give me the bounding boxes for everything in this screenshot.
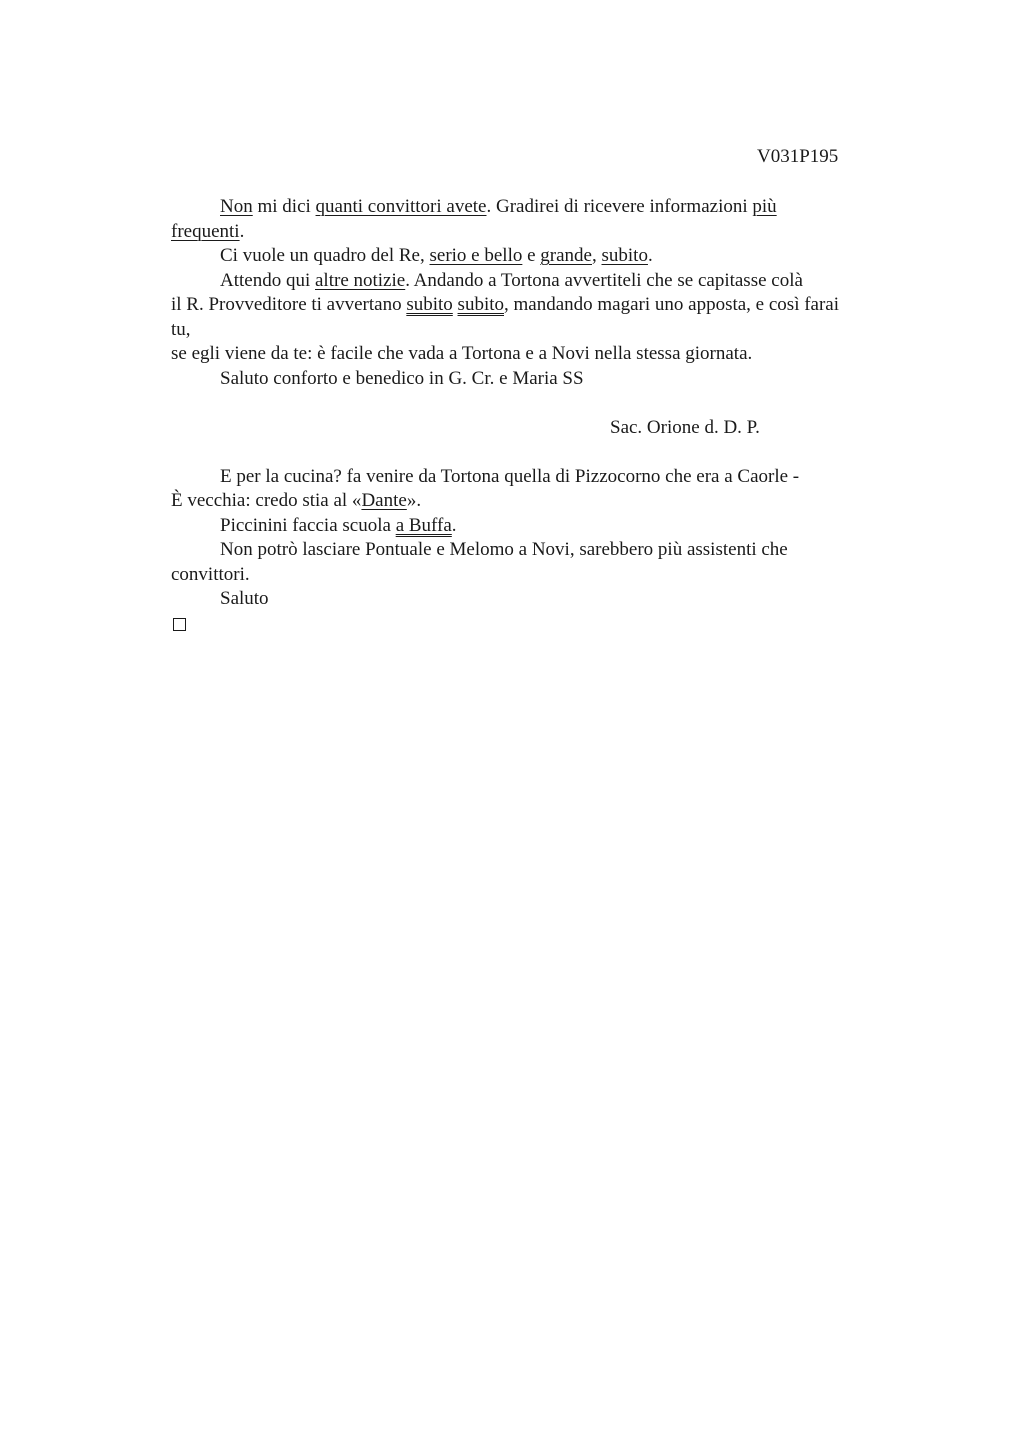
paragraph-line bbox=[171, 293, 906, 318]
text-span: . Andando a Tortona avvertiteli che se capitasse colà bbox=[405, 269, 803, 291]
end-mark-line bbox=[171, 612, 906, 637]
text-span: e bbox=[522, 245, 541, 266]
text-span: Piccinini faccia scuola bbox=[220, 514, 396, 536]
checkbox-square-icon bbox=[173, 618, 186, 631]
underlined-text: Non bbox=[220, 196, 253, 217]
text-span: Attendo qui bbox=[220, 269, 315, 291]
paragraph-line bbox=[171, 465, 906, 490]
paragraph-line bbox=[171, 195, 906, 220]
text-span: , bbox=[592, 245, 602, 266]
text-span: E per la cucina? fa venire da Tortona quella di Pizzocorno che era a Caorle - bbox=[220, 465, 800, 487]
text-span: . bbox=[239, 220, 245, 242]
underlined-text: altre notizie bbox=[315, 269, 406, 291]
text-span: Non potrò lasciare Pontuale e Melomo a Novi, sarebbero più assistenti che bbox=[220, 539, 788, 560]
paragraph-line bbox=[171, 220, 906, 245]
text-span: Ci vuole un quadro del Re, bbox=[220, 245, 430, 266]
signature: Sac. Orione d. D. P. bbox=[610, 416, 760, 438]
text-span: se egli viene da te: è facile che vada a Tortona e a Novi nella stessa giornata. bbox=[171, 343, 753, 364]
paragraph-line bbox=[171, 538, 906, 563]
underlined-text: serio e bello bbox=[429, 245, 523, 266]
text-span: tu, bbox=[171, 318, 191, 340]
double-underlined-text: subito bbox=[406, 294, 453, 315]
underlined-text: frequenti bbox=[171, 220, 240, 242]
paragraph-line bbox=[171, 342, 906, 367]
underlined-text: grande bbox=[540, 245, 592, 266]
blank-line bbox=[171, 440, 906, 465]
paragraph-line bbox=[171, 318, 906, 343]
underlined-text: Dante bbox=[361, 490, 407, 511]
paragraph-line bbox=[171, 514, 906, 539]
paragraph-line bbox=[171, 489, 906, 514]
paragraph-line bbox=[171, 244, 906, 269]
text-span: mi dici bbox=[252, 196, 316, 217]
closing-salutation: Saluto conforto e benedico in G. Cr. e Maria SS bbox=[220, 367, 584, 389]
double-underlined-text: subito bbox=[457, 294, 504, 315]
underlined-text: quanti convittori avete bbox=[315, 196, 487, 217]
text-span: . bbox=[451, 514, 457, 536]
blank-line bbox=[171, 391, 906, 416]
text-span: convittori. bbox=[171, 563, 250, 585]
document-id: V031P195 bbox=[757, 146, 839, 167]
text-span: , mandando magari uno apposta, e così farai bbox=[504, 294, 840, 315]
text-span: È vecchia: credo stia al « bbox=[171, 490, 362, 511]
underlined-text: più bbox=[752, 196, 777, 217]
double-underlined-text: a Buffa bbox=[395, 514, 452, 536]
paragraph-line bbox=[171, 563, 906, 588]
text-span: il R. Provveditore ti avvertano bbox=[171, 294, 407, 315]
final-salutation: Saluto bbox=[220, 588, 269, 609]
text-span: . Gradirei di ricevere informazioni bbox=[486, 196, 753, 217]
paragraph-line bbox=[171, 269, 906, 294]
text-span: . bbox=[647, 245, 653, 266]
text-span: ». bbox=[406, 490, 422, 511]
underlined-text: subito bbox=[601, 245, 648, 266]
letter-body bbox=[171, 195, 906, 636]
